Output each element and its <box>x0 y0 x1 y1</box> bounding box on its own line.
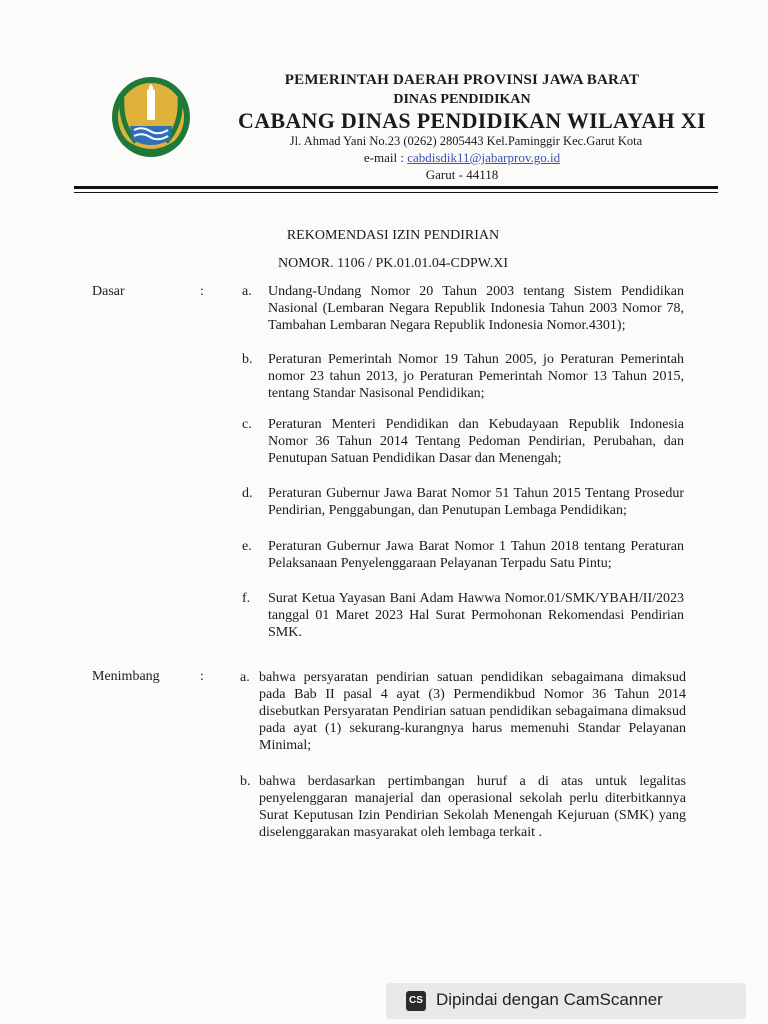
letterhead-government: PEMERINTAH DAERAH PROVINSI JAWA BARAT <box>284 72 640 88</box>
list-item-text: bahwa persyaratan pendirian satuan pendidikan sebagaimana dimaksud pada Bab II pasal 4 ayat (3) Permendikbud Nomor 36 Tahun 2014 disebutkan Persyaratan Pendirian satuan pendidikan sebagaimana dimaksud pada ayat (1) sekurang-kurangnya harus memenuhi Standar Pelayanan Minimal; <box>259 670 686 753</box>
list-marker: b. <box>242 352 253 367</box>
list-marker: a. <box>240 670 250 685</box>
list-item-text: Peraturan Gubernur Jawa Barat Nomor 51 Tahun 2015 Tentang Prosedur Pendirian, Penggabungan, dan Penutupan Lembaga Pendidikan; <box>268 486 684 518</box>
letterhead-city: Garut - 44118 <box>425 167 499 182</box>
dasar-item-d <box>242 485 684 519</box>
dasar-item-a <box>242 283 684 334</box>
list-item-text: Surat Ketua Yayasan Bani Adam Hawwa Nomor.01/SMK/YBAH/II/2023 tanggal 01 Maret 2023 Hal Surat Permohonan Rekomendasi Pendirian SMK. <box>268 591 684 640</box>
menimbang-item-a <box>240 669 686 754</box>
list-marker: c. <box>242 417 252 432</box>
letterhead-department: DINAS PENDIDIKAN <box>393 92 531 107</box>
list-item-text: Peraturan Pemerintah Nomor 19 Tahun 2005, jo Peraturan Pemerintah nomor 23 tahun 2013, jo Peraturan Pemerintah Nomor 13 Tahun 2015, tentang Standar Nasisonal Pendidikan; <box>268 352 684 401</box>
dasar-item-f <box>242 590 684 641</box>
menimbang-label: Menimbang <box>92 669 160 684</box>
list-marker: a. <box>242 284 252 299</box>
list-item-text: Peraturan Gubernur Jawa Barat Nomor 1 Tahun 2018 tentang Peraturan Pelaksanaan Penyelenggaraan Pelayanan Terpadu Satu Pintu; <box>268 539 684 571</box>
list-item-text: Peraturan Menteri Pendidikan dan Kebudayaan Republik Indonesia Nomor 36 Tahun 2014 Tentang Pedoman Pendirian, Perubahan, dan Penutupan Satuan Pendidikan Dasar dan Menengah; <box>268 417 684 466</box>
email-link[interactable]: cabdisdik11@jabarprov.go.id <box>407 150 561 165</box>
camscanner-icon: CS <box>406 991 426 1011</box>
letterhead-address: Jl. Ahmad Yani No.23 (0262) 2805443 Kel.Paminggir Kec.Garut Kota <box>289 134 643 148</box>
email-label: e-mail : <box>363 150 404 165</box>
dasar-colon: : <box>200 284 204 299</box>
camscanner-text: Dipindai dengan CamScanner <box>436 990 663 1009</box>
dasar-item-e <box>242 538 684 572</box>
letterhead-branch: CABANG DINAS PENDIDIKAN WILAYAH XI <box>238 108 706 133</box>
menimbang-item-b <box>240 773 686 841</box>
dasar-label: Dasar <box>92 284 125 299</box>
dasar-item-b <box>242 351 684 402</box>
list-item-text: bahwa berdasarkan pertimbangan huruf a di atas untuk legalitas penyelenggaran manajerial dan operasional sekolah perlu diterbitkannya Surat Keputusan Izin Pendirian Sekolah Menengah Kejuruan (SMK) yang diselenggarakan masyarakat oleh lembaga terkait . <box>259 774 686 840</box>
document-title: REKOMENDASI IZIN PENDIRIAN <box>286 228 500 243</box>
letterhead-email-line <box>232 150 692 166</box>
dasar-item-c <box>242 416 684 467</box>
list-marker: d. <box>242 486 253 501</box>
letterhead-rule-thin <box>74 192 718 193</box>
jawa-barat-emblem-logo <box>110 76 192 158</box>
camscanner-watermark <box>386 983 746 1019</box>
list-marker: b. <box>240 774 251 789</box>
letterhead-rule-thick <box>74 186 718 189</box>
document-number: NOMOR. 1106 / PK.01.01.04-CDPW.XI <box>278 256 508 271</box>
list-marker: e. <box>242 539 252 554</box>
list-marker: f. <box>242 591 251 606</box>
menimbang-colon: : <box>200 669 204 684</box>
list-item-text: Undang-Undang Nomor 20 Tahun 2003 tentang Sistem Pendidikan Nasional (Lembaran Negara Republik Indonesia Tahun 2003 Nomor 78, Tambahan Lembaran Negara Republik Indonesia Nomor.4301); <box>268 284 684 333</box>
